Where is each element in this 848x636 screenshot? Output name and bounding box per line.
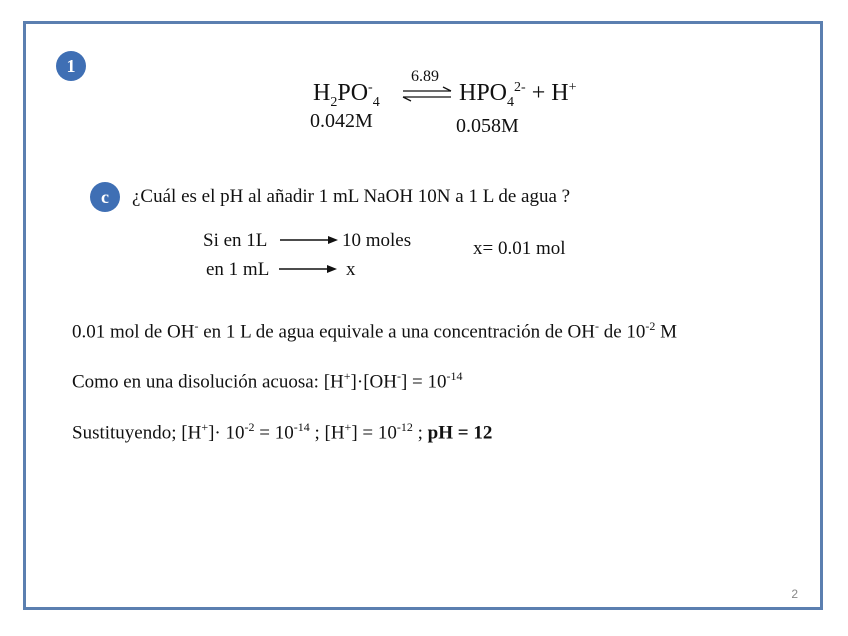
proportion-result: x= 0.01 mol	[473, 238, 566, 259]
proportion-row2-left: en 1 mL	[206, 259, 270, 280]
product-sub-4: 4	[507, 94, 515, 110]
l3-a: Sustituyendo; [H	[72, 422, 202, 444]
text-line-substitution	[72, 420, 492, 444]
product-charge: 2-	[514, 80, 526, 95]
l3-a-sup: +	[201, 420, 209, 434]
l1-d: M	[655, 321, 678, 343]
l3-d-sup: +	[344, 420, 352, 434]
reactant-po: PO	[337, 80, 369, 106]
l1-b: en 1 L de agua equivale a una concentración de OH	[198, 321, 595, 343]
l1-b-sup: -	[594, 319, 599, 333]
l2-c: ] = 10	[400, 371, 447, 393]
l3-e: ] = 10	[351, 422, 397, 444]
proportion-row1-right: 10 moles	[342, 230, 412, 251]
l3-d: ; [H	[309, 422, 345, 444]
l2-b-sup: -	[396, 369, 401, 383]
reactant-concentration: 0.042M	[310, 110, 373, 132]
proportion-arrow-1-icon	[280, 235, 338, 245]
step-badge-1	[56, 51, 86, 81]
l3-c: = 10	[254, 422, 294, 444]
l3-f: ;	[412, 422, 428, 444]
step-badge-c	[90, 182, 120, 212]
step-badge-c-label: c	[101, 186, 109, 207]
l3-b-sup: -2	[244, 420, 255, 434]
equilibrium-constant-label: 6.89	[411, 68, 439, 85]
proportion-row1-left: Si en 1L	[203, 230, 268, 251]
text-line-water-product	[72, 369, 463, 393]
slide	[23, 21, 823, 610]
product-hpo: HPO	[459, 80, 508, 106]
l1-c-sup: -2	[645, 319, 656, 333]
l2-a: Como en una disolución acuosa: [H	[72, 371, 344, 393]
l3-c-sup: -14	[293, 420, 310, 434]
product-concentration: 0.058M	[456, 115, 519, 137]
l2-a-sup: +	[343, 369, 351, 383]
proportion-arrow-2-icon	[279, 264, 337, 274]
proton: + H	[531, 80, 569, 106]
l1-a: 0.01 mol de OH	[72, 321, 195, 343]
equilibrium-arrow-icon	[401, 87, 453, 101]
step-badge-1-label: 1	[66, 55, 76, 76]
equation-product	[459, 80, 576, 111]
l2-c-sup: -14	[446, 369, 463, 383]
proton-charge: +	[568, 80, 577, 95]
reactant-charge: -	[368, 80, 373, 95]
page-number: 2	[791, 587, 798, 601]
equation-reactant	[313, 80, 380, 111]
l2-b: ]·[OH	[350, 371, 397, 393]
reactant-sub-4: 4	[372, 94, 380, 110]
ph-result: pH = 12	[427, 422, 493, 444]
reactant-sub-2: 2	[330, 94, 338, 110]
l3-e-sup: -12	[396, 420, 413, 434]
reactant-h: H	[313, 80, 331, 106]
l1-c: de 10	[598, 321, 646, 343]
l1-a-sup: -	[194, 319, 199, 333]
proportion-row2-right: x	[346, 259, 356, 280]
question-text: ¿Cuál es el pH al añadir 1 mL NaOH 10N a 1 L de agua ?	[132, 186, 571, 207]
l3-b: ]· 10	[208, 422, 245, 444]
text-line-concentration	[72, 319, 677, 343]
